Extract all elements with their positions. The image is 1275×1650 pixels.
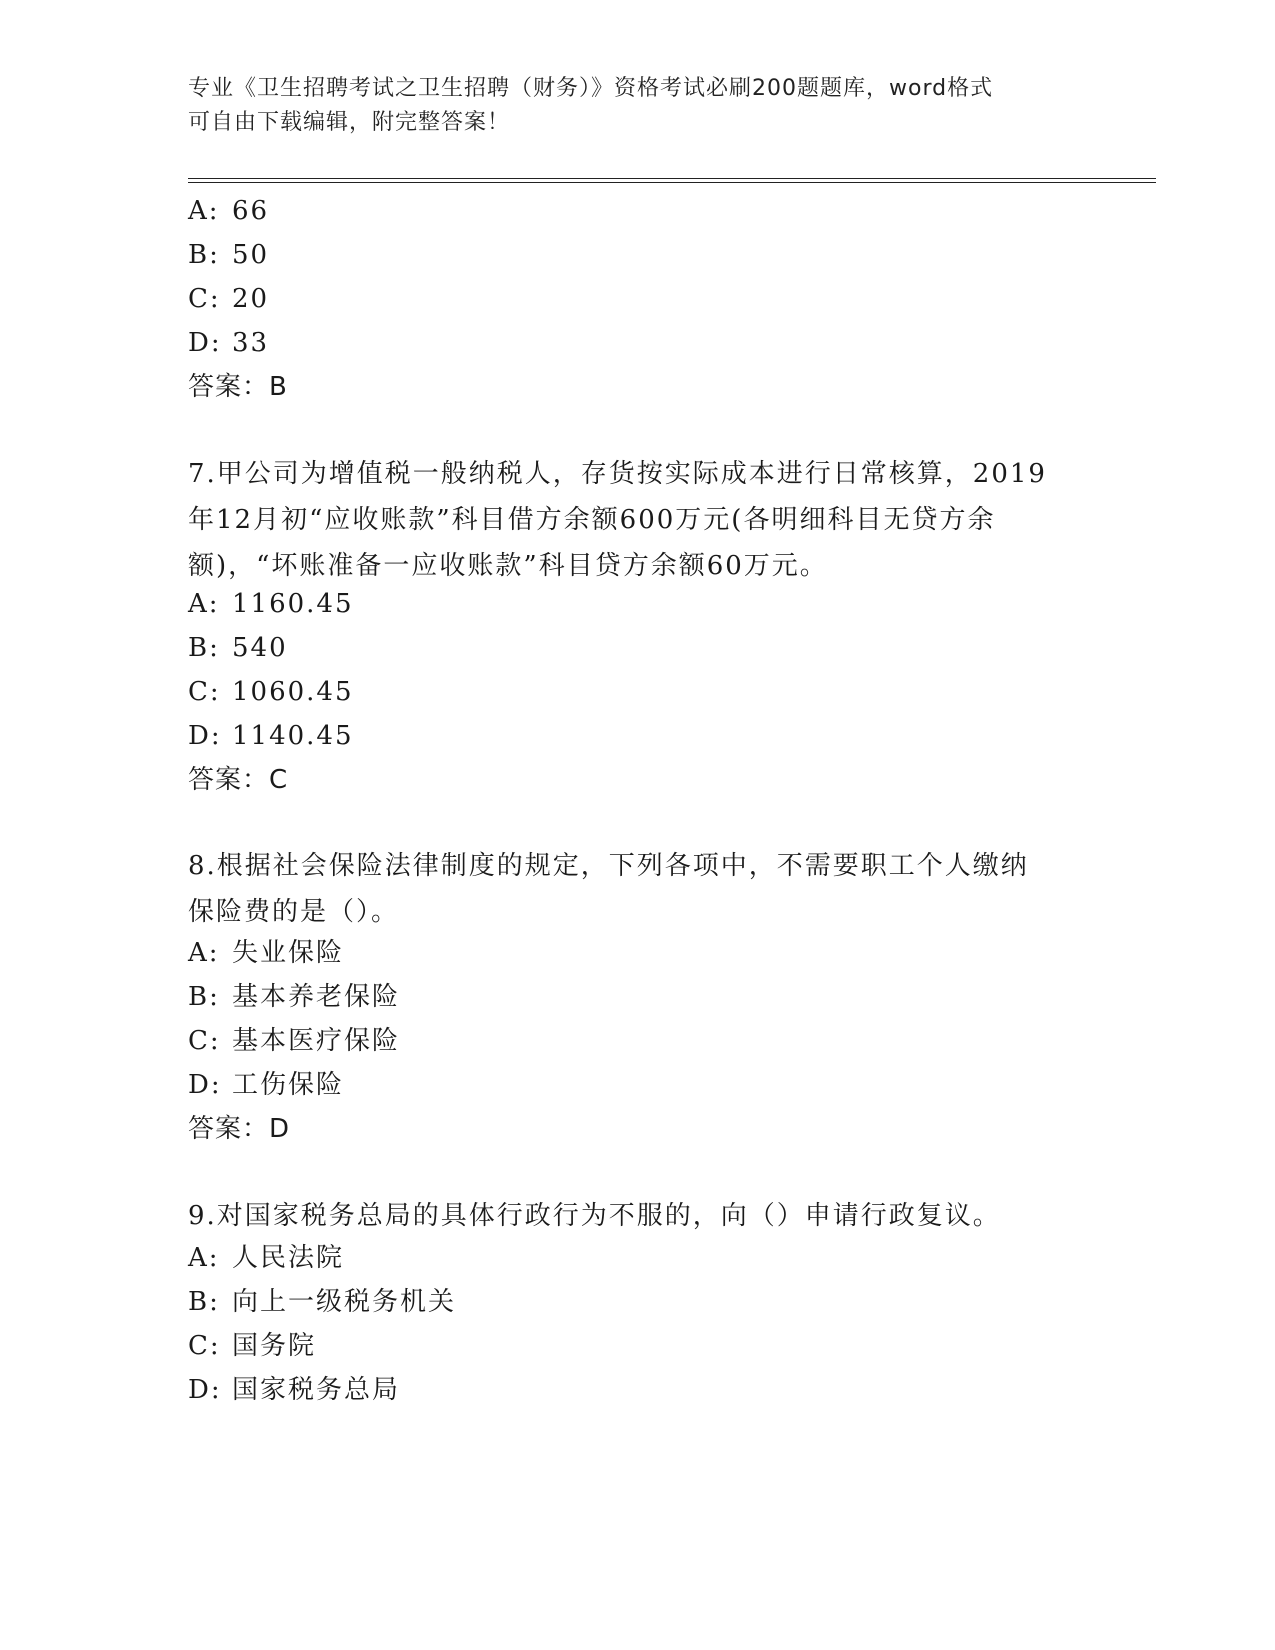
option-text: 基本医疗保险 (232, 1026, 401, 1056)
option-label: A: (188, 589, 220, 619)
q8-option-a (188, 937, 344, 969)
option-label: B: (188, 633, 220, 663)
option-label: C: (188, 1026, 221, 1056)
q7-stem-line-2: 年12月初“应收账款”科目借方余额600万元(各明细科目无贷方余 (188, 505, 996, 535)
q8-answer: 答案：D (188, 1114, 291, 1144)
q7-option-d (188, 720, 354, 752)
option-text: 1060.45 (232, 677, 354, 707)
option-text: 1160.45 (232, 589, 354, 619)
q7-answer: 答案：C (188, 765, 289, 795)
option-label: B: (188, 982, 220, 1012)
q8-stem (188, 843, 1068, 935)
q9-option-b (188, 1286, 456, 1318)
option-text: 国家税务总局 (232, 1375, 401, 1405)
option-label: A: (188, 1243, 220, 1273)
q7-option-a (188, 588, 354, 620)
option-text: 20 (232, 284, 270, 314)
q8-option-c (188, 1025, 400, 1057)
option-label: D: (188, 1375, 222, 1405)
header-line-1: 专业《卫生招聘考试之卫生招聘（财务）》资格考试必刷200题题库，word格式 (188, 76, 994, 101)
header-divider-top (188, 178, 1156, 179)
document-header (188, 72, 1068, 140)
option-label: C: (188, 284, 221, 314)
option-text: 540 (232, 633, 288, 663)
option-label: A: (188, 938, 220, 968)
q9-stem (188, 1193, 1068, 1239)
q8-stem-line-2: 保险费的是（）。 (188, 897, 400, 927)
q9-option-a (188, 1242, 344, 1274)
option-label: D: (188, 1070, 222, 1100)
q7-option-b (188, 632, 288, 664)
option-text: 66 (232, 196, 270, 226)
q8-option-d (188, 1069, 344, 1101)
header-line-2: 可自由下载编辑，附完整答案！ (188, 110, 511, 135)
option-text: 工伤保险 (232, 1070, 345, 1100)
option-text: 33 (232, 328, 270, 358)
option-text: 向上一级税务机关 (232, 1287, 457, 1317)
header-divider-bottom (188, 182, 1156, 183)
q6-option-a (188, 195, 269, 227)
q9-stem-line-1: 9.对国家税务总局的具体行政行为不服的，向（）申请行政复议。 (188, 1201, 1001, 1231)
q8-stem-line-1: 8.根据社会保险法律制度的规定，下列各项中，不需要职工个人缴纳 (188, 851, 1029, 881)
q6-answer: 答案：B (188, 372, 288, 402)
q6-option-d (188, 327, 269, 359)
option-text: 50 (232, 240, 270, 270)
option-label: D: (188, 721, 222, 751)
option-label: C: (188, 677, 221, 707)
option-text: 人民法院 (232, 1243, 345, 1273)
q9-option-c (188, 1330, 316, 1362)
option-label: D: (188, 328, 222, 358)
q9-option-d (188, 1374, 400, 1406)
option-text: 1140.45 (232, 721, 354, 751)
option-label: B: (188, 1287, 220, 1317)
option-text: 基本养老保险 (232, 982, 401, 1012)
option-label: A: (188, 196, 220, 226)
q8-option-b (188, 981, 400, 1013)
q7-stem-line-3: 额)，“坏账准备一应收账款”科目贷方余额60万元。 (188, 551, 828, 581)
q7-stem (188, 451, 1068, 589)
q7-option-c (188, 676, 354, 708)
option-text: 失业保险 (232, 938, 345, 968)
q7-stem-line-1: 7.甲公司为增值税一般纳税人，存货按实际成本进行日常核算，2019 (188, 459, 1047, 489)
q6-option-b (188, 239, 269, 271)
option-text: 国务院 (232, 1331, 317, 1361)
option-label: B: (188, 240, 220, 270)
option-label: C: (188, 1331, 221, 1361)
q6-option-c (188, 283, 269, 315)
